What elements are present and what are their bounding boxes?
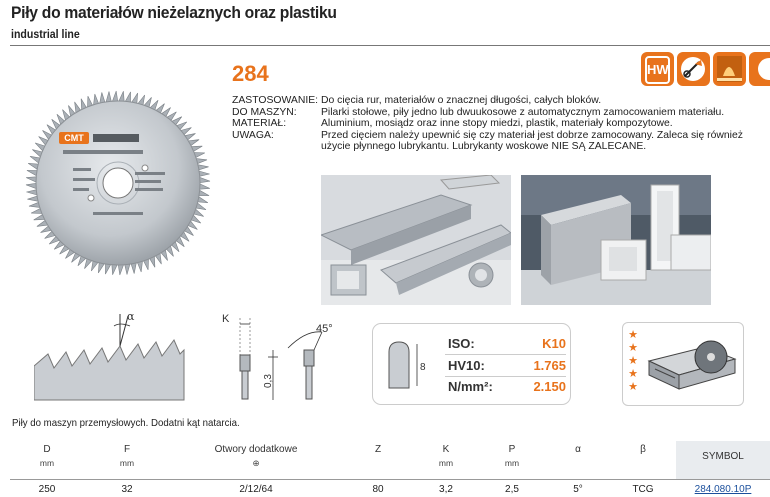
cell-beta: TCG — [610, 480, 676, 497]
detail-value: Pilarki stołowe, piły jedno lub dwuukosowe z automatycznym zamocowaniem materiału. — [321, 107, 761, 119]
detail-value: Aluminium, mosiądz oraz inne stopy miedzi, plastik, materiały kompozytowe. — [321, 118, 761, 130]
cell-z: 80 — [342, 480, 414, 497]
star-icon: ★ — [625, 329, 641, 342]
hw-badge-label: HW — [645, 56, 670, 84]
quality-stars — [625, 329, 641, 394]
hw-badge-icon — [641, 52, 674, 86]
col-beta: β — [610, 441, 676, 480]
cell-p: 2,5 — [478, 480, 546, 497]
board-cut-icon — [645, 331, 739, 397]
cell-f: 32 — [84, 480, 170, 497]
col-k: K mm — [414, 441, 478, 480]
grade-box — [372, 323, 571, 405]
cell-holes: 2/12/64 — [170, 480, 342, 497]
kerf-diagram — [218, 310, 348, 405]
col-holes: Otwory dodatkowe ⊕ — [170, 441, 342, 480]
grade-divider — [445, 376, 566, 377]
star-icon: ★ — [625, 342, 641, 355]
star-icon: ★ — [625, 381, 641, 394]
grade-value: 2.150 — [533, 379, 566, 394]
alpha-label: α — [127, 310, 135, 323]
detail-key: UWAGA: — [232, 130, 321, 153]
usage-note: Piły do maszyn przemysłowych. Dodatni kąt natarcia. — [12, 417, 240, 429]
cell-d: 250 — [10, 480, 84, 497]
detail-row-machines — [232, 107, 761, 119]
star-icon: ★ — [625, 368, 641, 381]
holes-symbol-icon: ⊕ — [171, 458, 341, 469]
star-icon: ★ — [625, 355, 641, 368]
blade-partial-icon — [749, 52, 770, 86]
cut-quality-box — [622, 322, 744, 406]
detail-key: MATERIAŁ: — [232, 118, 321, 130]
detail-key: ZASTOSOWANIE: — [232, 95, 321, 107]
col-p: P mm — [478, 441, 546, 480]
brand-logo-text: CMT — [64, 133, 84, 143]
tooth-tip-diagram — [383, 338, 433, 394]
dim-8-label: 8 — [420, 362, 426, 373]
aluminium-profiles-photo — [321, 175, 511, 305]
col-z: Z — [342, 441, 414, 480]
grade-label: ISO: — [448, 336, 475, 351]
cell-alpha: 5° — [546, 480, 610, 497]
page-subtitle: industrial line — [11, 29, 80, 41]
dim-0-3-label: 0,3 — [263, 374, 274, 388]
col-d: D mm — [10, 441, 84, 480]
page-title: Piły do materiałów nieżelaznych oraz plastiku — [11, 3, 337, 23]
cell-symbol[interactable]: 284.080.10P — [676, 480, 770, 497]
col-symbol: SYMBOL — [676, 441, 770, 480]
product-code: 284 — [232, 61, 269, 87]
detail-value: Do cięcia rur, materiałów o znacznej długości, całych bloków. — [321, 95, 761, 107]
angle-45-label: 45° — [316, 323, 333, 335]
cell-k: 3,2 — [414, 480, 478, 497]
detail-row-application — [232, 95, 761, 107]
product-details — [232, 95, 761, 153]
grade-label: N/mm²: — [448, 379, 493, 394]
col-alpha: α — [546, 441, 610, 480]
detail-value: Przed cięciem należy upewnić się czy materiał jest dobrze zamocowany. Zaleca się również użycie płynnego lubrykantu. Lubrykanty woskowe NIE SĄ ZALECANE. — [321, 130, 761, 153]
detail-row-note — [232, 130, 761, 153]
k-label: K — [222, 313, 230, 325]
table-row — [10, 480, 770, 497]
detail-key: DO MASZYN: — [232, 107, 321, 119]
grade-divider — [445, 354, 566, 355]
grade-value: 1.765 — [533, 358, 566, 373]
grade-label: HV10: — [448, 358, 485, 373]
tool-chip-icon — [677, 52, 710, 86]
coating-icon — [713, 52, 746, 86]
table-header-row — [10, 441, 770, 480]
detail-row-material — [232, 118, 761, 130]
header-divider — [10, 45, 770, 46]
grade-value: K10 — [542, 336, 566, 351]
specs-table — [10, 441, 770, 497]
saw-blade-image — [23, 88, 213, 278]
plastic-profiles-photo — [521, 175, 711, 305]
col-f: F mm — [84, 441, 170, 480]
tooth-profile-diagram — [34, 308, 204, 408]
